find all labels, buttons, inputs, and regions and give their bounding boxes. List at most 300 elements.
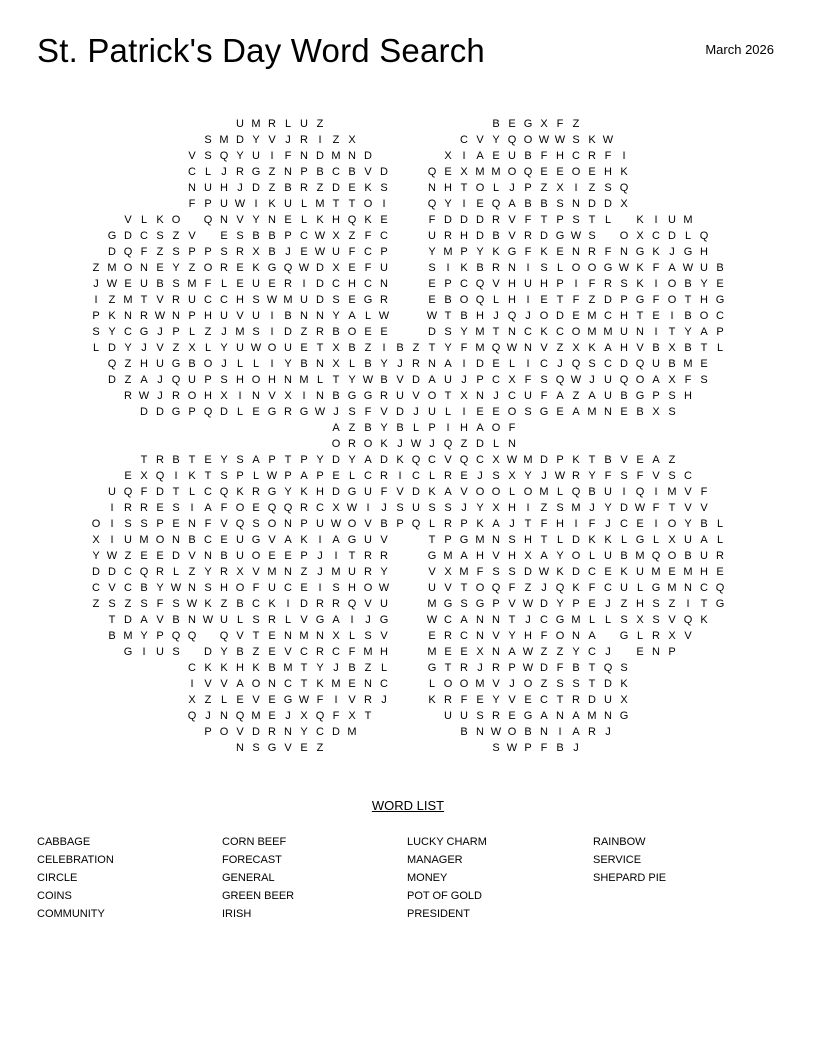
grid-letter: B — [604, 454, 612, 466]
grid-letter: Y — [524, 470, 532, 482]
grid-letter: E — [364, 326, 372, 338]
grid-letter: F — [348, 246, 356, 258]
grid-letter: K — [380, 438, 388, 450]
grid-letter: A — [460, 614, 468, 626]
grid-letter: Q — [347, 214, 357, 226]
grid-letter: P — [556, 214, 564, 226]
grid-letter: Z — [316, 182, 324, 194]
grid-letter: U — [284, 198, 292, 210]
grid-letter: Y — [508, 630, 516, 642]
grid-letter: X — [540, 118, 548, 130]
grid-letter: T — [444, 310, 452, 322]
grid-letter: B — [252, 230, 260, 242]
grid-letter: A — [476, 422, 484, 434]
grid-letter: J — [509, 182, 515, 194]
grid-letter: B — [700, 518, 708, 530]
grid-letter: N — [476, 614, 484, 626]
grid-letter: I — [334, 694, 338, 706]
word-list-item: COMMUNITY — [37, 908, 105, 920]
grid-letter: U — [236, 550, 244, 562]
grid-letter: B — [332, 390, 340, 402]
grid-letter: X — [348, 710, 356, 722]
grid-letter: Y — [492, 694, 500, 706]
grid-letter: M — [603, 326, 613, 338]
grid-letter: X — [140, 470, 148, 482]
grid-row — [88, 276, 728, 292]
grid-letter: V — [156, 614, 164, 626]
grid-letter: K — [572, 582, 580, 594]
grid-letter: M — [459, 566, 469, 578]
grid-row — [88, 324, 728, 340]
grid-letter: E — [268, 710, 276, 722]
grid-letter: V — [124, 214, 132, 226]
grid-letter: T — [700, 342, 708, 354]
grid-letter: Y — [380, 422, 388, 434]
grid-letter: O — [251, 550, 261, 562]
grid-letter: I — [622, 150, 626, 162]
grid-letter: W — [506, 454, 518, 466]
grid-letter: D — [220, 406, 228, 418]
word-list-item: CELEBRATION — [37, 854, 114, 866]
grid-letter: U — [444, 374, 452, 386]
grid-letter: Z — [572, 118, 580, 130]
grid-letter: X — [476, 646, 484, 658]
grid-letter: R — [124, 502, 132, 514]
grid-row — [88, 452, 728, 468]
grid-letter: H — [460, 422, 468, 434]
grid-letter: K — [188, 470, 196, 482]
grid-letter: O — [91, 518, 101, 530]
grid-letter: E — [156, 502, 164, 514]
grid-letter: T — [460, 582, 468, 594]
grid-letter: E — [332, 470, 340, 482]
grid-letter: Q — [475, 278, 485, 290]
grid-letter: V — [508, 598, 516, 610]
grid-letter: D — [204, 646, 212, 658]
grid-letter: T — [588, 678, 596, 690]
grid-letter: Q — [139, 566, 149, 578]
grid-letter: K — [428, 486, 436, 498]
grid-letter: N — [172, 534, 180, 546]
grid-letter: K — [556, 566, 564, 578]
grid-letter: U — [636, 566, 644, 578]
grid-letter: E — [540, 166, 548, 178]
grid-letter: I — [286, 598, 290, 610]
grid-letter: R — [284, 406, 292, 418]
grid-letter: E — [252, 406, 260, 418]
grid-letter: E — [284, 214, 292, 226]
grid-letter: M — [299, 630, 309, 642]
grid-letter: U — [604, 550, 612, 562]
grid-letter: W — [426, 614, 438, 626]
grid-letter: Z — [172, 342, 180, 354]
grid-letter: A — [652, 374, 660, 386]
grid-letter: M — [491, 166, 501, 178]
grid-letter: V — [540, 342, 548, 354]
grid-letter: H — [204, 390, 212, 402]
grid-letter: G — [651, 582, 661, 594]
grid-letter: V — [508, 214, 516, 226]
grid-letter: U — [604, 486, 612, 498]
grid-letter: N — [124, 310, 132, 322]
grid-letter: K — [300, 534, 308, 546]
grid-letter: M — [123, 630, 133, 642]
grid-letter: P — [204, 374, 212, 386]
grid-letter: N — [284, 566, 292, 578]
grid-letter: F — [508, 422, 516, 434]
grid-letter: O — [347, 518, 357, 530]
grid-letter: N — [300, 310, 308, 322]
grid-letter: Z — [268, 182, 276, 194]
grid-letter: O — [219, 726, 229, 738]
grid-letter: B — [348, 662, 356, 674]
grid-letter: I — [558, 726, 562, 738]
grid-letter: J — [525, 614, 531, 626]
word-list-item: SHEPARD PIE — [593, 872, 667, 884]
grid-row — [88, 132, 728, 148]
grid-letter: D — [140, 406, 148, 418]
grid-letter: F — [604, 470, 612, 482]
grid-letter: G — [347, 534, 357, 546]
grid-letter: I — [654, 214, 658, 226]
grid-letter: S — [540, 374, 548, 386]
grid-letter: I — [302, 390, 306, 402]
grid-letter: R — [444, 230, 452, 242]
grid-letter: B — [268, 230, 276, 242]
grid-letter: Q — [219, 486, 229, 498]
grid-letter: F — [284, 150, 292, 162]
grid-letter: W — [618, 262, 630, 274]
grid-letter: C — [92, 582, 100, 594]
grid-letter: E — [460, 646, 468, 658]
grid-letter: X — [668, 630, 676, 642]
grid-letter: U — [332, 246, 340, 258]
grid-letter: S — [332, 582, 340, 594]
grid-letter: F — [364, 230, 372, 242]
grid-letter: M — [475, 166, 485, 178]
grid-letter: H — [524, 534, 532, 546]
grid-letter: L — [684, 230, 692, 242]
grid-letter: N — [188, 518, 196, 530]
grid-letter: O — [475, 582, 485, 594]
grid-letter: W — [682, 262, 694, 274]
grid-letter: T — [684, 294, 692, 306]
grid-letter: C — [204, 486, 212, 498]
grid-letter: D — [668, 230, 676, 242]
word-list-heading: WORD LIST — [371, 798, 445, 813]
grid-letter: K — [476, 518, 484, 530]
grid-letter: P — [284, 470, 292, 482]
grid-letter: E — [300, 342, 308, 354]
grid-letter: M — [587, 326, 597, 338]
grid-letter: D — [284, 326, 292, 338]
grid-letter: E — [236, 694, 244, 706]
grid-letter: I — [254, 198, 258, 210]
grid-letter: O — [251, 374, 261, 386]
grid-letter: Q — [555, 374, 565, 386]
grid-letter: N — [284, 726, 292, 738]
grid-letter: I — [462, 358, 466, 370]
grid-letter: V — [236, 214, 244, 226]
grid-letter: M — [347, 726, 357, 738]
grid-letter: V — [668, 614, 676, 626]
grid-letter: B — [556, 742, 564, 754]
grid-letter: D — [604, 678, 612, 690]
grid-letter: O — [539, 310, 549, 322]
word-list-item: LUCKY CHARM — [407, 836, 487, 848]
grid-letter: T — [300, 662, 308, 674]
grid-letter: N — [492, 614, 500, 626]
grid-letter: O — [235, 582, 245, 594]
grid-letter: V — [156, 342, 164, 354]
grid-letter: M — [235, 326, 245, 338]
grid-letter: G — [683, 246, 693, 258]
grid-letter: S — [140, 518, 148, 530]
grid-letter: H — [204, 310, 212, 322]
grid-letter: F — [364, 262, 372, 274]
grid-letter: W — [522, 662, 534, 674]
grid-letter: U — [444, 710, 452, 722]
grid-letter: W — [570, 374, 582, 386]
grid-letter: D — [588, 198, 596, 210]
grid-letter: P — [300, 166, 308, 178]
grid-row — [88, 484, 728, 500]
grid-letter: D — [92, 566, 100, 578]
grid-letter: H — [508, 502, 516, 514]
grid-letter: S — [508, 534, 516, 546]
grid-letter: L — [556, 262, 564, 274]
grid-letter: U — [220, 198, 228, 210]
grid-letter: C — [684, 470, 692, 482]
grid-letter: W — [538, 134, 550, 146]
grid-letter: F — [460, 342, 468, 354]
grid-letter: U — [428, 582, 436, 594]
grid-letter: S — [204, 582, 212, 594]
grid-letter: O — [347, 326, 357, 338]
grid-letter: M — [651, 566, 661, 578]
grid-letter: I — [526, 502, 530, 514]
grid-letter: M — [251, 118, 261, 130]
grid-letter: X — [348, 134, 356, 146]
grid-letter: P — [524, 182, 532, 194]
grid-letter: E — [652, 310, 660, 322]
grid-letter: Y — [316, 662, 324, 674]
grid-letter: Y — [444, 342, 452, 354]
grid-letter: L — [380, 662, 388, 674]
grid-letter: E — [556, 406, 564, 418]
grid-letter: B — [524, 198, 532, 210]
grid-letter: X — [220, 390, 228, 402]
grid-letter: S — [588, 358, 596, 370]
grid-letter: B — [348, 166, 356, 178]
grid-letter: U — [252, 150, 260, 162]
grid-letter: E — [476, 694, 484, 706]
grid-letter: J — [557, 358, 563, 370]
grid-letter: R — [316, 646, 324, 658]
grid-letter: R — [172, 294, 180, 306]
grid-row — [88, 260, 728, 276]
grid-letter: F — [540, 630, 548, 642]
grid-letter: O — [331, 438, 341, 450]
grid-letter: T — [588, 454, 596, 466]
grid-letter: Y — [300, 726, 308, 738]
grid-letter: E — [588, 166, 596, 178]
grid-letter: X — [332, 358, 340, 370]
grid-letter: I — [334, 550, 338, 562]
grid-letter: D — [364, 150, 372, 162]
grid-letter: O — [491, 422, 501, 434]
grid-letter: E — [348, 678, 356, 690]
grid-letter: R — [492, 214, 500, 226]
grid-letter: B — [332, 326, 340, 338]
grid-letter: G — [507, 246, 517, 258]
grid-letter: T — [444, 662, 452, 674]
grid-letter: R — [220, 262, 228, 274]
grid-letter: C — [604, 358, 612, 370]
grid-letter: C — [540, 694, 548, 706]
grid-letter: X — [668, 534, 676, 546]
grid-letter: A — [236, 678, 244, 690]
grid-letter: U — [604, 374, 612, 386]
grid-letter: P — [204, 246, 212, 258]
grid-letter: C — [460, 630, 468, 642]
grid-letter: Q — [411, 518, 421, 530]
grid-letter: G — [267, 406, 277, 418]
grid-letter: V — [396, 486, 404, 498]
word-list-item: RAINBOW — [593, 836, 646, 848]
grid-letter: E — [572, 310, 580, 322]
grid-letter: E — [268, 550, 276, 562]
grid-letter: J — [477, 470, 483, 482]
grid-letter: V — [700, 502, 708, 514]
grid-letter: I — [190, 678, 194, 690]
grid-letter: H — [268, 374, 276, 386]
grid-letter: S — [252, 518, 260, 530]
grid-letter: K — [268, 198, 276, 210]
grid-letter: L — [412, 422, 420, 434]
grid-letter: G — [299, 406, 309, 418]
grid-letter: W — [138, 390, 150, 402]
grid-letter: S — [252, 326, 260, 338]
grid-letter: L — [508, 358, 516, 370]
grid-letter: Z — [316, 118, 324, 130]
grid-letter: W — [266, 294, 278, 306]
grid-letter: A — [476, 150, 484, 162]
grid-letter: V — [348, 694, 356, 706]
grid-letter: A — [460, 550, 468, 562]
grid-letter: Y — [220, 342, 228, 354]
grid-letter: U — [348, 566, 356, 578]
grid-letter: L — [492, 294, 500, 306]
grid-letter: H — [524, 630, 532, 642]
grid-letter: X — [460, 390, 468, 402]
grid-letter: F — [364, 406, 372, 418]
grid-letter: T — [444, 390, 452, 402]
grid-letter: I — [446, 422, 450, 434]
grid-letter: Q — [107, 358, 117, 370]
grid-letter: Q — [491, 582, 501, 594]
grid-letter: M — [683, 358, 693, 370]
grid-letter: U — [428, 406, 436, 418]
grid-letter: C — [444, 614, 452, 626]
grid-row — [88, 660, 728, 676]
grid-letter: B — [492, 230, 500, 242]
grid-letter: I — [462, 406, 466, 418]
grid-row — [88, 372, 728, 388]
grid-letter: Q — [283, 262, 293, 274]
grid-letter: F — [316, 694, 324, 706]
grid-letter: V — [476, 134, 484, 146]
grid-letter: B — [380, 374, 388, 386]
grid-letter: U — [380, 598, 388, 610]
grid-letter: F — [204, 518, 212, 530]
grid-letter: H — [444, 182, 452, 194]
grid-letter: S — [380, 182, 388, 194]
grid-letter: W — [378, 582, 390, 594]
grid-letter: T — [556, 294, 564, 306]
grid-letter: S — [652, 598, 660, 610]
grid-letter: V — [380, 406, 388, 418]
grid-letter: F — [524, 374, 532, 386]
grid-letter: N — [236, 742, 244, 754]
grid-letter: I — [302, 278, 306, 290]
grid-letter: L — [428, 678, 436, 690]
grid-letter: U — [652, 358, 660, 370]
grid-letter: L — [444, 406, 452, 418]
grid-letter: L — [204, 342, 212, 354]
grid-letter: B — [620, 390, 628, 402]
grid-letter: I — [270, 310, 274, 322]
grid-letter: G — [539, 406, 549, 418]
grid-letter: V — [364, 598, 372, 610]
grid-letter: R — [348, 438, 356, 450]
grid-letter: D — [572, 566, 580, 578]
grid-letter: T — [316, 342, 324, 354]
grid-letter: Z — [588, 294, 596, 306]
grid-letter: G — [603, 262, 613, 274]
grid-letter: S — [172, 646, 180, 658]
grid-letter: O — [667, 278, 677, 290]
grid-letter: R — [604, 278, 612, 290]
grid-letter: A — [700, 326, 708, 338]
grid-letter: S — [348, 406, 356, 418]
grid-letter: E — [300, 246, 308, 258]
grid-letter: M — [587, 310, 597, 322]
grid-letter: F — [252, 582, 260, 594]
grid-letter: U — [236, 118, 244, 130]
grid-row — [88, 596, 728, 612]
grid-letter: R — [236, 166, 244, 178]
grid-letter: S — [332, 294, 340, 306]
grid-letter: L — [220, 694, 228, 706]
word-list-item: GREEN BEER — [222, 890, 295, 902]
grid-letter: A — [140, 374, 148, 386]
grid-letter: T — [508, 614, 516, 626]
grid-letter: E — [700, 358, 708, 370]
grid-letter: B — [492, 118, 500, 130]
grid-letter: D — [540, 454, 548, 466]
grid-letter: E — [492, 358, 500, 370]
grid-letter: B — [572, 662, 580, 674]
grid-letter: P — [476, 374, 484, 386]
grid-letter: O — [203, 358, 213, 370]
grid-letter: Z — [300, 566, 308, 578]
grid-letter: R — [156, 454, 164, 466]
grid-letter: L — [588, 550, 596, 562]
grid-letter: K — [620, 678, 628, 690]
grid-letter: F — [636, 470, 644, 482]
grid-letter: J — [509, 518, 515, 530]
